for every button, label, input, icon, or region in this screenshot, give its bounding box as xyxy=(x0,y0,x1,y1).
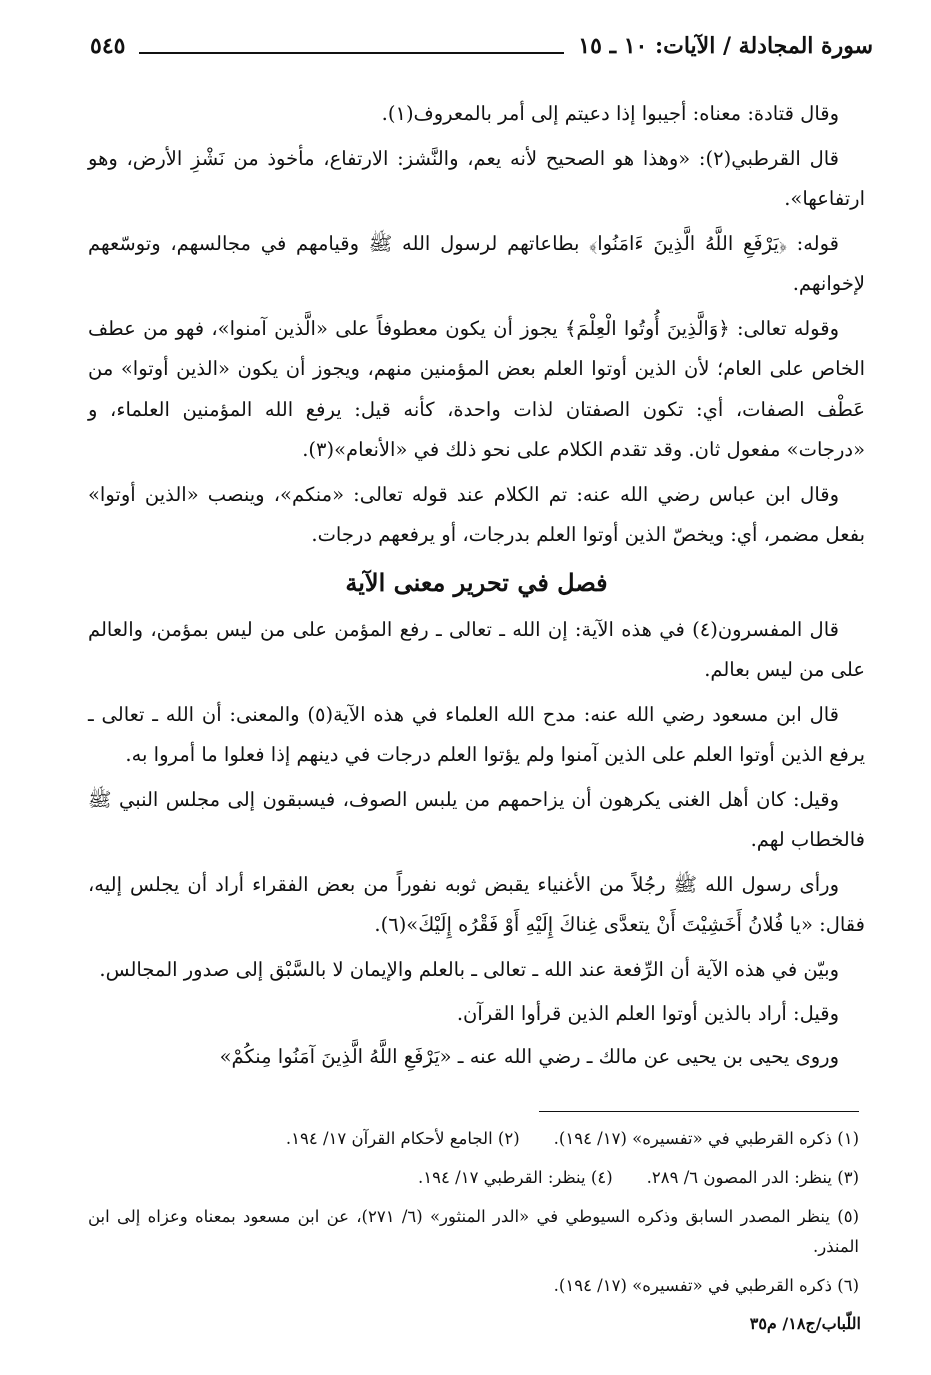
paragraph: وقيل: كان أهل الغنى يكرهون أن يزاحمهم من يلبس الصوف، فيسبقون إلى مجلس النبي ﷺ فالخطاب لهم. xyxy=(88,787,865,851)
footnote-4: (٤) ينظر: القرطبي ١٧/ ١٩٤. xyxy=(418,1168,613,1187)
footnote-1: (١) ذكره القرطبي في «تفسيره» (١٧/ ١٩٤). xyxy=(553,1129,859,1148)
paragraph: قال القرطبي(٢): «وهذا هو الصحيح لأنه يعم، والنَّشز: الارتفاع، مأخوذ من نَشْزِ الأرض، وهو ارتفاعها». xyxy=(88,146,865,210)
paragraph: وقيل: أراد بالذين أوتوا العلم الذين قرأوا القرآن. xyxy=(456,1002,839,1025)
paragraph: وقال ابن عباس رضي الله عنه: تم الكلام عند قوله تعالى: «منكم»، وينصب «الذين أوتوا» بفعل مضمر، أي: ويخصّ الذين أوتوا العلم بدرجات، أو يرفعهم درجات. xyxy=(88,482,865,546)
page-header xyxy=(90,28,873,64)
running-title: سورة المجادلة / الآيات: ١٠ ـ ١٥ xyxy=(578,33,873,59)
paragraph: وبيّن في هذه الآية أن الرِّفعة عند الله ـ تعالى ـ بالعلم والإيمان لا بالسَّبْق إلى صدور المجالس. xyxy=(99,957,839,981)
paragraph: وروى يحيى بن يحيى عن مالك ـ رضي الله عنه ـ «يَرْفَعِ اللَّهُ الَّذِينَ آمَنُوا مِنكُمْ» xyxy=(219,1044,839,1068)
footnote-5: (٥) ينظر المصدر السابق وذكره السيوطي في «الدر المنثور» (٦/ ٢٧١)، عن ابن مسعود بمعناه وعزاه إلى ابن المنذر. xyxy=(88,1207,859,1256)
main-text xyxy=(88,94,865,1079)
section-heading: فصل في تحرير معنى الآية xyxy=(345,567,608,597)
footnote-separator xyxy=(539,1111,859,1112)
footnote-2: (٢) الجامع لأحكام القرآن ١٧/ ١٩٤. xyxy=(285,1129,520,1148)
paragraph: قال ابن مسعود رضي الله عنه: مدح الله العلماء في هذه الآية(٥) والمعنى: أن الله ـ تعالى ـ يرفع الذين أوتوا العلم على الذين آمنوا ولم يؤتوا العلم درجات في دينهم إذا فعلوا ما أمروا به. xyxy=(88,702,865,766)
footnote-3: (٣) ينظر: الدر المصون ٦/ ٢٨٩. xyxy=(646,1168,859,1187)
volume-signature: اللّباب/ج١٨/ م٣٥ xyxy=(749,1314,861,1333)
paragraph: قال المفسرون(٤) في هذه الآية: إن الله ـ تعالى ـ رفع المؤمن على من ليس بمؤمن، والعالم على من ليس بعالم. xyxy=(88,617,865,681)
paragraph: وقال قتادة: معناه: أجيبوا إذا دعيتم إلى أمر بالمعروف(١). xyxy=(381,102,839,125)
paragraph: قوله: ﴿يَرْفَعِ اللَّهُ الَّذِينَ ءَامَنُوا﴾ بطاعاتهم لرسول الله ﷺ وقيامهم في مجالسهم، وتوسّعهم لإخوانهم. xyxy=(88,231,865,295)
footnote-6: (٦) ذكره القرطبي في «تفسيره» (١٧/ ١٩٤). xyxy=(553,1276,859,1295)
page-number: ٥٤٥ xyxy=(90,33,126,59)
header-rule xyxy=(139,52,564,54)
paragraph: وقوله تعالى: ﴿وَالَّذِينَ أُوتُوا الْعِلْمَ﴾ يجوز أن يكون معطوفاً على «الَّذين آمنوا»، فهو من عطف الخاص على العام؛ لأن الذين أوتوا العلم بعض المؤمنين منهم، ويجوز أن يكون «الذين أوتوا» من عَطْف الصفات، أي: تكون الصفتان لذات واحدة، كأنه قيل: يرفع الله المؤمنين العلماء، و «درجات» مفعول ثان. وقد تقدم الكلام على نحو ذلك في «الأنعام»(٣). xyxy=(88,316,865,461)
footnotes xyxy=(88,1124,859,1310)
footnote-row xyxy=(88,1124,859,1154)
footnote-row xyxy=(88,1163,859,1193)
paragraph: ورأى رسول الله ﷺ رجُلاً من الأغنياء يقبض ثوبه نفوراً من بعض الفقراء أراد أن يجلس إليه، فقال: «يا فُلانُ أَخَشِيْتَ أَنْ يتعدَّى غِناكَ إِلَيْهِ أَوْ فَقْرُه إِلَيْكَ»(٦). xyxy=(88,872,865,936)
